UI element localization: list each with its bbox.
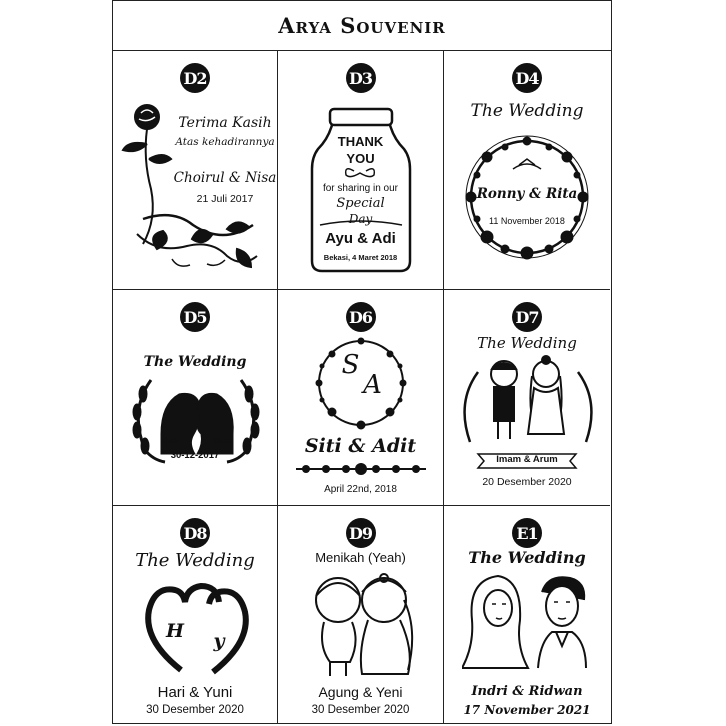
monogram-first: H [166, 620, 184, 642]
monogram-second: A [363, 370, 382, 400]
couple-names: Ronny & Rita [476, 186, 578, 202]
design-code-badge: D3 [346, 63, 376, 93]
design-code-badge: D5 [180, 302, 210, 332]
design-code-badge: E1 [512, 518, 542, 548]
couple-names: Siti & Adit [304, 435, 417, 457]
event-date: 30 Desember 2020 [311, 704, 410, 716]
event-date: 30 Desember 2020 [146, 704, 244, 716]
cartoon-couple-illustration [458, 352, 598, 452]
design-grid [113, 51, 611, 723]
design-card-d5[interactable] [113, 290, 278, 506]
event-date: 30-12-2017 [170, 450, 220, 461]
event-date: 11 November 2018 [489, 216, 565, 226]
groom-name: Yitna [212, 436, 234, 445]
event-date: 21 Juli 2017 [196, 193, 254, 205]
design-code-badge: D2 [180, 63, 210, 93]
sharing-line: for sharing in our [322, 183, 399, 194]
couple-names: Agung & Yeni [318, 684, 403, 700]
thank-line: THANK [337, 134, 384, 149]
design-card-d7[interactable] [444, 290, 610, 506]
special-line: Special [336, 196, 385, 211]
souvenir-catalog-sheet [112, 0, 612, 724]
greeting-line: Menikah (Yeah) [315, 550, 406, 565]
ornament-border [296, 462, 426, 478]
event-date: April 22nd, 2018 [324, 484, 397, 495]
design-code-badge: D6 [346, 302, 376, 332]
couple-names: Hari & Yuni [157, 684, 233, 701]
design-code-badge: D8 [180, 518, 210, 548]
wedding-heading: The Wedding [135, 550, 255, 571]
event-date: 20 Desember 2020 [482, 476, 572, 488]
monogram-first: S [341, 350, 360, 380]
couple-names: Indri & Ridwan [471, 684, 583, 699]
couple-names: Imam & Arum [496, 454, 558, 465]
day-line: Day [348, 212, 373, 226]
design-code-badge: D4 [512, 63, 542, 93]
design-card-d9[interactable] [278, 506, 444, 723]
design-card-d2[interactable] [113, 51, 278, 290]
hijab-couple-illustration [462, 572, 592, 670]
attendance-line: Atas kehadirannya [175, 136, 275, 148]
design-code-badge: D7 [512, 302, 542, 332]
design-card-e1[interactable] [444, 506, 610, 723]
design-card-d6[interactable] [278, 290, 444, 506]
bride-name: Yuni [161, 436, 179, 445]
couple-names: Ayu & Adi [325, 230, 396, 247]
you-line: YOU [346, 151, 375, 166]
design-card-d4[interactable] [444, 51, 610, 290]
design-code-badge: D9 [346, 518, 376, 548]
thank-you-line: Terima Kasih [178, 115, 272, 131]
design-card-d8[interactable] [113, 506, 278, 723]
wedding-heading: The Wedding [477, 334, 577, 352]
event-date: 17 November 2021 [463, 703, 591, 717]
wedding-heading: The Wedding [470, 101, 584, 121]
design-card-d3[interactable] [278, 51, 444, 290]
catalog-title: Arya Souvenir [278, 13, 446, 38]
monogram-second: y [213, 630, 225, 652]
wedding-heading: The Wedding [468, 548, 586, 567]
catalog-header [113, 1, 611, 51]
couple-names: Choirul & Nisa [173, 170, 277, 186]
chibi-couple-illustration [300, 570, 422, 680]
event-place-date: Bekasi, 4 Maret 2018 [323, 253, 398, 262]
wedding-heading: The Wedding [143, 354, 247, 370]
